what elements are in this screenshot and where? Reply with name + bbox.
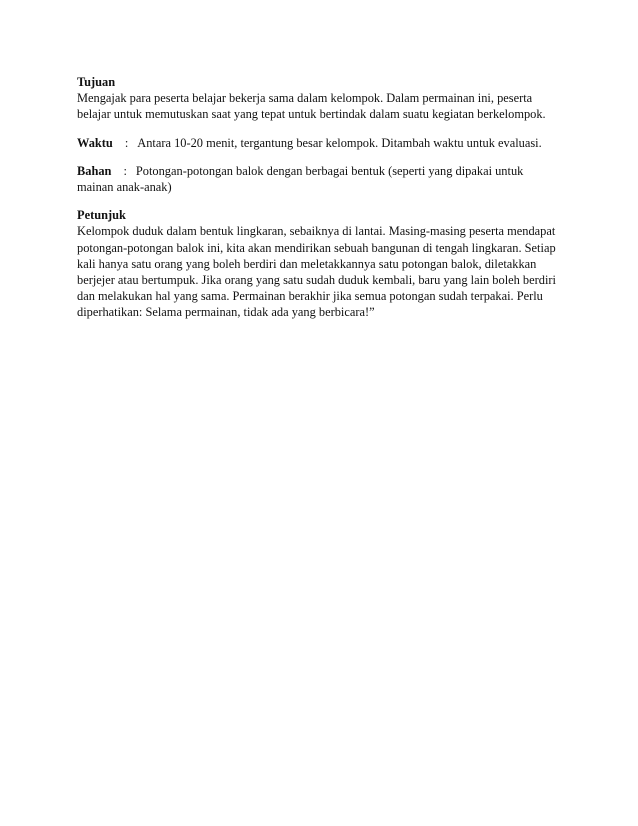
tujuan-text-line: belajar untuk memutuskan saat yang tepat untuk bertindak dalam suatu kegiatan berkelompok. [77, 107, 546, 122]
tujuan-text-line: Mengajak para peserta belajar bekerja sama dalam kelompok. Dalam permainan ini, peserta [77, 91, 533, 106]
tujuan-section [77, 74, 567, 123]
section-spacer [77, 123, 567, 135]
waktu-colon: : [124, 135, 129, 150]
petunjuk-text-line: berjejer atau bertumpuk. Jika orang yang satu sudah duduk kembali, baru yang lain boleh berdiri [77, 273, 556, 288]
bahan-section [77, 163, 567, 195]
petunjuk-text-line: dan melakukan hal yang sama. Permainan berakhir jika semua potongan sudah terpakai. Perlu [77, 289, 543, 304]
bahan-text-line: mainan anak-anak) [77, 180, 172, 195]
waktu-text: Antara 10-20 menit, tergantung besar kelompok. Ditambah waktu untuk evaluasi. [137, 135, 542, 150]
document-page [77, 74, 567, 321]
section-spacer [77, 151, 567, 163]
petunjuk-text-line: Kelompok duduk dalam bentuk lingkaran, sebaiknya di lantai. Masing-masing peserta mendapat [77, 224, 556, 239]
petunjuk-text-line: potongan-potongan balok ini, kita akan mendirikan sebuah bangunan di tengah lingkaran. Setiap [77, 240, 556, 255]
petunjuk-text-line: diperhatikan: Selama permainan, tidak ada yang berbicara!” [77, 305, 375, 320]
waktu-label: Waktu [77, 135, 113, 150]
waktu-section [77, 135, 567, 151]
bahan-colon: : [123, 163, 127, 178]
section-spacer [77, 195, 567, 207]
tujuan-heading: Tujuan [77, 75, 116, 89]
petunjuk-section [77, 207, 567, 320]
bahan-label: Bahan [77, 163, 112, 178]
petunjuk-text-line: kali hanya satu orang yang boleh berdiri dan meletakkannya satu potongan balok, diletakkan [77, 256, 537, 271]
bahan-text-line: Potongan-potongan balok dengan berbagai bentuk (seperti yang dipakai untuk [135, 163, 524, 178]
petunjuk-heading: Petunjuk [77, 208, 126, 223]
